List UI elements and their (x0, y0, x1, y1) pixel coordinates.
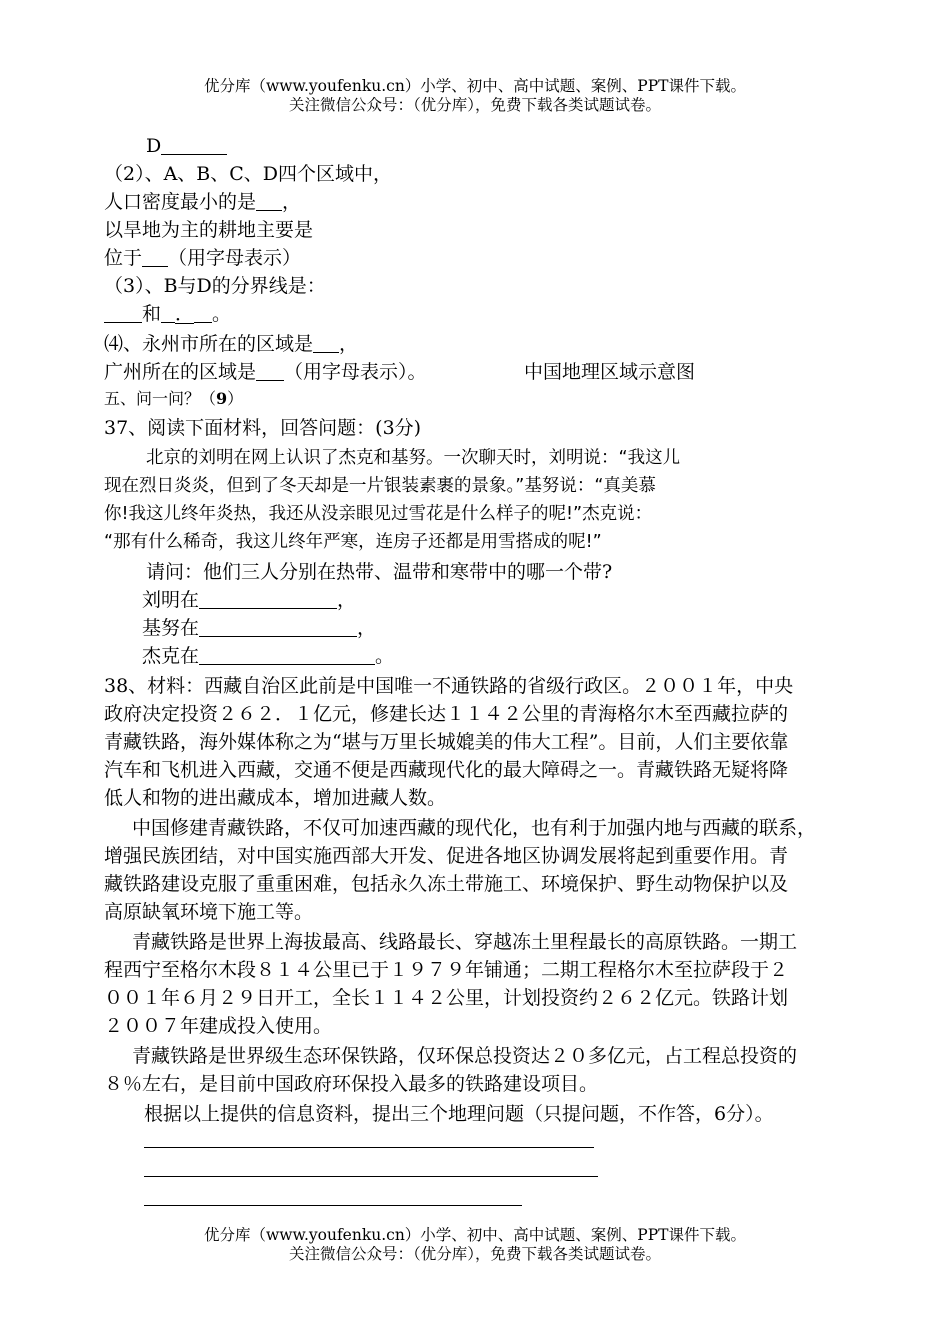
located-hint: （用字母表示） (168, 247, 302, 269)
jieke-label: 杰克在 (142, 645, 200, 667)
boundary-dot: ． (175, 303, 195, 325)
jieke-line (142, 642, 394, 670)
density-line (104, 188, 301, 216)
boundary-blank-2b (194, 302, 212, 323)
footer-line-2: 关注微信公众号：（优分库），免费下载各类试题试卷。 (288, 1245, 661, 1263)
q38-line-7: 增强民族团结，对中国实施西部大开发、促进各地区协调发展将起到重要作用。青 (104, 845, 789, 867)
density-blank (256, 190, 282, 211)
header-line-2: 关注微信公众号：（优分库），免费下载各类试题试卷。 (288, 96, 661, 114)
guangzhou-hint: （用字母表示）。 (284, 361, 427, 383)
answer-line-2 (144, 1176, 598, 1177)
header-line-1: 优分库（www.youfenku.cn）小学、初中、高中试题、案例、PPT课件下载。 (203, 77, 747, 95)
jinu-label: 基努在 (142, 617, 200, 639)
q37-para-line-1: 北京的刘明在网上认识了杰克和基努。一次聊天时，刘明说：“我这儿 (146, 448, 681, 468)
located-line (104, 244, 301, 272)
boundary-and: 和 (142, 303, 162, 325)
q38-line-1: 38、材料：西藏自治区此前是中国唯一不通铁路的省级行政区。２００１年，中央 (104, 675, 794, 697)
q38-line-9: 高原缺氧环境下施工等。 (104, 901, 314, 923)
q38-line-5: 低人和物的进出藏成本，增加进藏人数。 (104, 787, 447, 809)
q38-line-15: ８％左右，是目前中国政府环保投入最多的铁路建设项目。 (104, 1073, 599, 1095)
boundary-end: 。 (212, 303, 232, 325)
jinu-line (142, 614, 376, 642)
q38-line-3: 青藏铁路，海外媒体称之为“堪与万里长城媲美的伟大工程”。目前，人们主要依靠 (104, 731, 789, 753)
q38-line-11: 程西宁至格尔木段８１４公里已于１９７９年铺通；二期工程格尔木至拉萨段于２ (104, 959, 789, 981)
q38-line-13: ２００７年建成投入使用。 (104, 1015, 333, 1037)
yongzhou-text: ⑷、永州市所在的区域是 (104, 333, 314, 355)
q37-para-line-4: “那有什么稀奇，我这儿终年严寒，连房子还都是用雪搭成的呢!” (104, 532, 602, 552)
q36-part2: （2）、A、B、C、D四个区域中， (104, 163, 393, 185)
boundary-blank-2a (161, 302, 175, 323)
boundary-blank-1 (104, 302, 142, 323)
q38-line-6: 中国修建青藏铁路，不仅可加速西藏的现代化，也有利于加强内地与西藏的联系， (132, 817, 817, 839)
jieke-period: 。 (375, 645, 395, 667)
q38-line-10: 青藏铁路是世界上海拔最高、线路最长、穿越冻土里程最长的高原铁路。一期工 (132, 931, 798, 953)
section-5-text: 五、问一问？（ (104, 389, 217, 408)
q38-line-4: 汽车和飞机进入西藏，交通不便是西藏现代化的最大障碍之一。青藏铁路无疑将降 (104, 759, 789, 781)
liuming-label: 刘明在 (142, 589, 200, 611)
located-blank (142, 246, 168, 267)
jinu-blank (199, 616, 357, 637)
footer-line-1: 优分库（www.youfenku.cn）小学、初中、高中试题、案例、PPT课件下载。 (203, 1226, 747, 1244)
section-5-title (104, 388, 243, 410)
d-blank (161, 134, 227, 155)
yongzhou-comma: ， (339, 333, 359, 355)
q38-line-12: ００１年６月２９日开工，全长１１４２公里，计划投资约２６２亿元。铁路计划 (104, 987, 789, 1009)
map-caption: 中国地理区域示意图 (524, 361, 696, 383)
page-footer (0, 1226, 950, 1264)
q38-line-16: 根据以上提供的信息资料，提出三个地理问题（只提问题，不作答，6分）。 (144, 1103, 774, 1125)
q36-part3: （3）、B与D的分界线是： (104, 275, 326, 297)
located-text: 位于 (104, 247, 143, 269)
guangzhou-line (104, 358, 427, 386)
q38-line-2: 政府决定投资２６２．１亿元，修建长达１１４２公里的青海格尔木至西藏拉萨的 (104, 703, 789, 725)
d-label-line (146, 132, 227, 160)
jinu-comma: ， (357, 617, 377, 639)
q38-line-14: 青藏铁路是世界级生态环保铁路，仅环保总投资达２０多亿元，占工程总投资的 (132, 1045, 798, 1067)
jieke-blank (199, 644, 375, 665)
q37-para-line-3: 你!我这儿终年炎热，我还从没亲眼见过雪花是什么样子的呢!”杰克说： (104, 504, 653, 524)
page-header (0, 77, 950, 115)
density-text: 人口密度最小的是 (104, 191, 257, 213)
density-comma: ， (282, 191, 302, 213)
section-5-close: ） (227, 389, 244, 408)
q37-title: 37、阅读下面材料，回答问题：(3分) (104, 417, 422, 439)
q37-question: 请问：他们三人分别在热带、温带和寒带中的哪一个带? (146, 561, 613, 583)
liuming-line (142, 586, 356, 614)
answer-line-3 (144, 1205, 522, 1206)
liuming-comma: ， (337, 589, 357, 611)
q38-line-8: 藏铁路建设克服了重重困难，包括永久冻土带施工、环境保护、野生动物保护以及 (104, 873, 789, 895)
liuming-blank (199, 588, 337, 609)
guangzhou-blank (256, 360, 284, 381)
yongzhou-line (104, 330, 358, 358)
guangzhou-text: 广州所在的区域是 (104, 361, 257, 383)
answer-line-1 (144, 1147, 594, 1148)
q37-para-line-2: 现在烈日炎炎，但到了冬天却是一片银装素裹的景象。”基努说：“真美慕 (104, 476, 656, 496)
d-label: D (146, 135, 162, 157)
boundary-line (104, 300, 231, 328)
yongzhou-blank (313, 332, 339, 353)
section-5-score: 9 (216, 389, 228, 408)
dryland-line: 以旱地为主的耕地主要是 (104, 219, 314, 241)
